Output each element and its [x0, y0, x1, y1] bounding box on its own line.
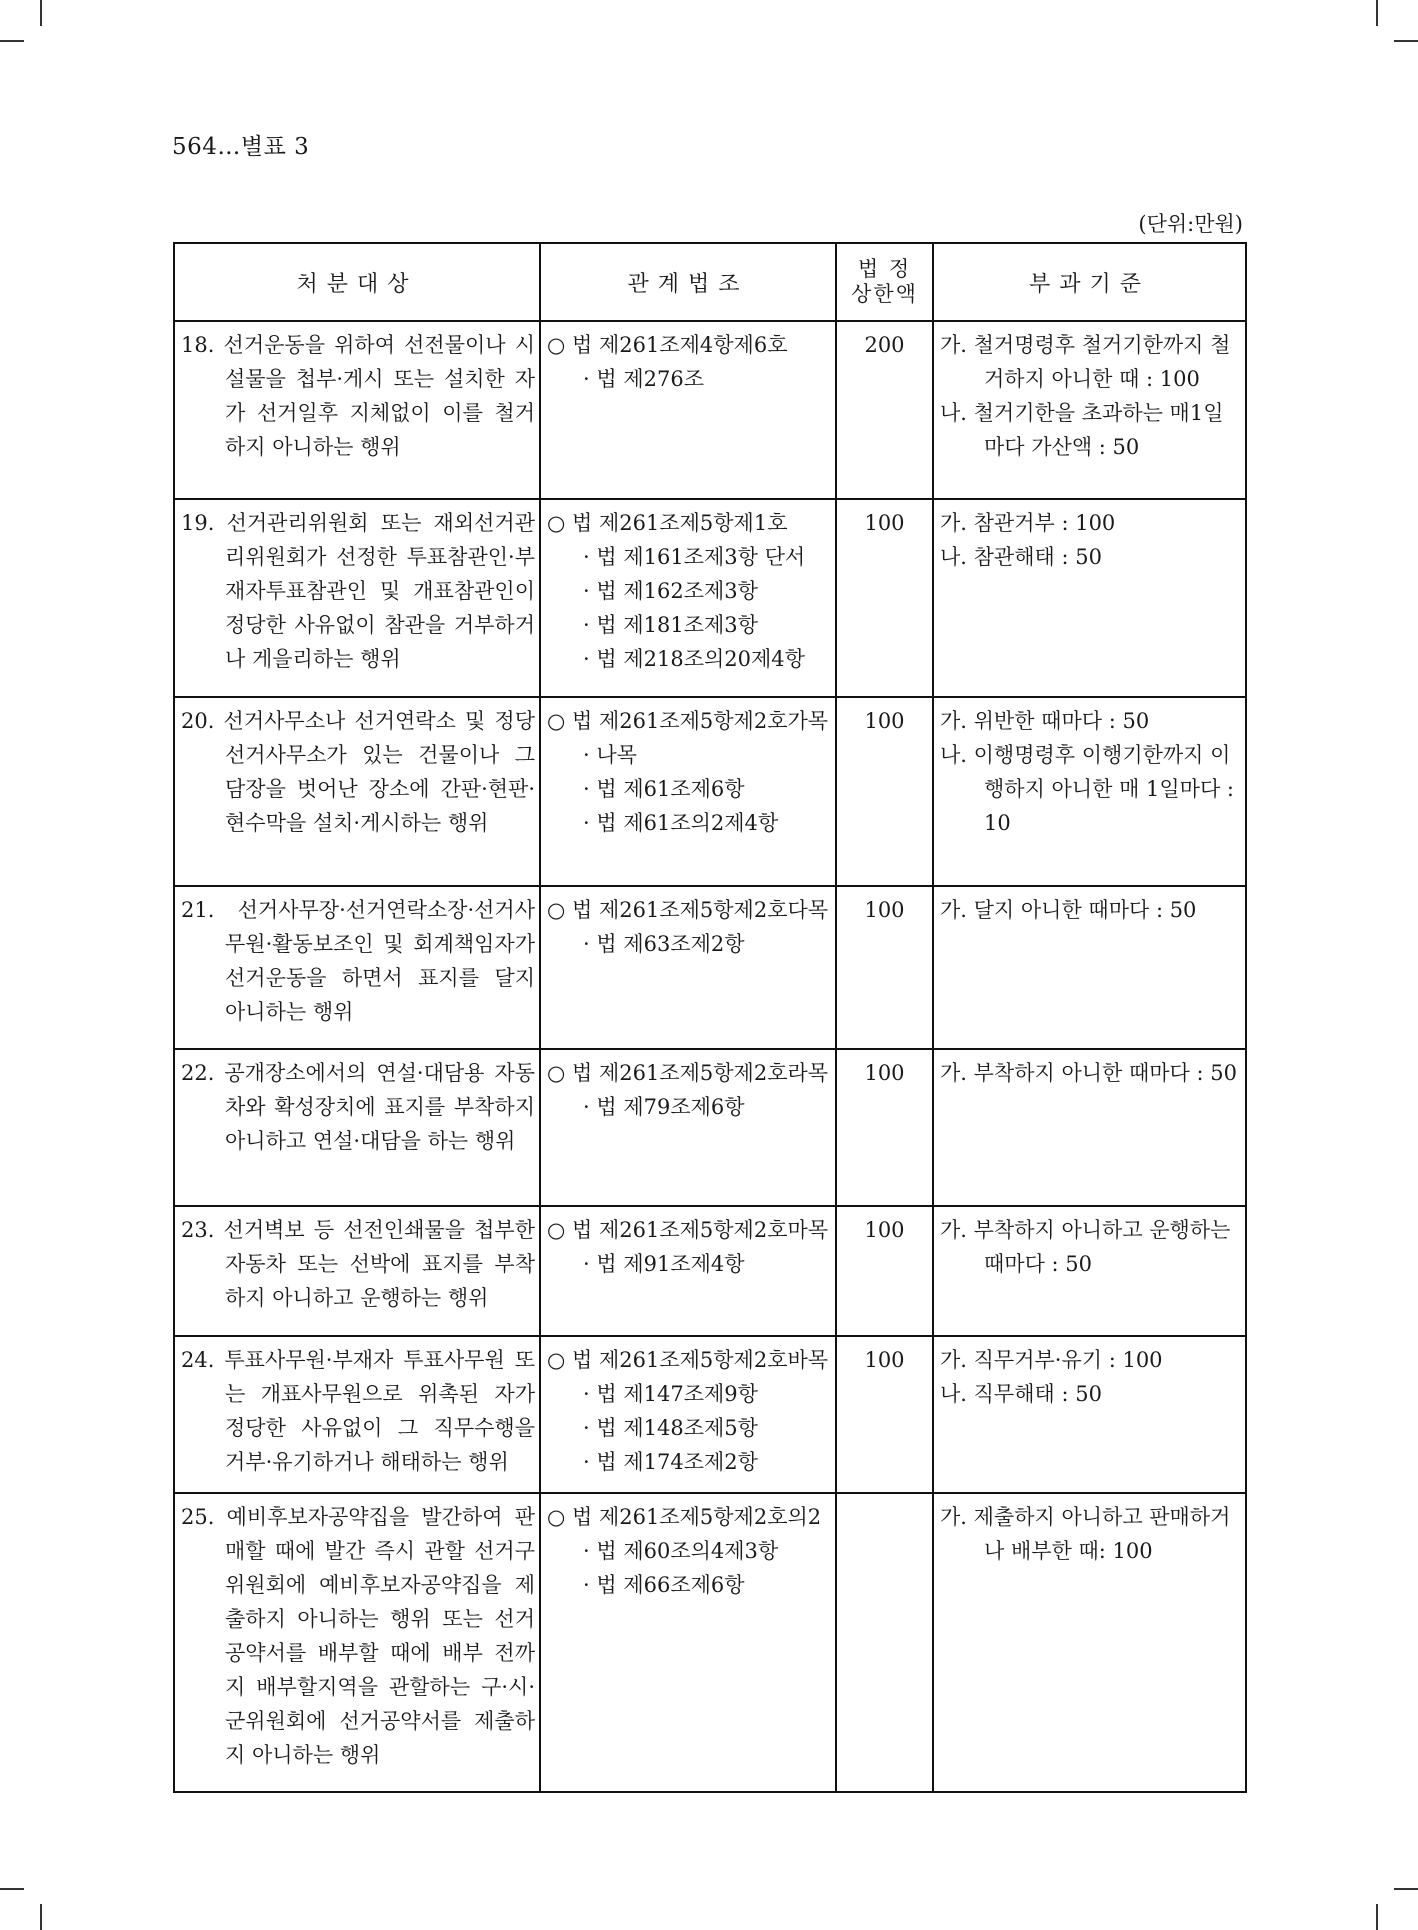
target-cell	[174, 499, 540, 697]
criteria-item: 가. 위반한 때마다 : 50	[940, 709, 1150, 733]
target-cell	[174, 321, 540, 499]
law-cell	[540, 321, 836, 499]
law-reference: · 법 제63조제2항	[547, 927, 831, 961]
law-primary: ○ 법 제261조제5항제2호바목	[547, 1343, 831, 1377]
table-row	[174, 886, 1246, 1049]
target-cell	[174, 1049, 540, 1206]
table-row	[174, 697, 1246, 886]
criteria-item: 나. 참관해태 : 50	[940, 545, 1102, 569]
target-cell	[174, 1336, 540, 1493]
criteria-cell	[933, 321, 1246, 499]
law-primary: ○ 법 제261조제5항제2호마목	[547, 1213, 831, 1247]
law-reference: · 법 제91조제4항	[547, 1247, 831, 1281]
table-row	[174, 499, 1246, 697]
target-text: 25. 예비후보자공약집을 발간하여 판매할 때에 발간 즉시 관할 선거구위원회에 예비후보자공약집을 제출하지 아니하는 행위 또는 선거공약서를 배부할 때에 배부 전까지 배부할지역을 관할하는 구·시·군위원회에 선거공약서를 제출하지 아니하는 행위	[181, 1505, 535, 1767]
law-primary: ○ 법 제261조제5항제2호라목	[547, 1056, 831, 1090]
criteria-item: 가. 제출하지 아니하고 판매하거나 배부한 때: 100	[940, 1505, 1231, 1563]
crop-mark	[1376, 1904, 1378, 1930]
law-cell	[540, 1336, 836, 1493]
table-row	[174, 1336, 1246, 1493]
law-reference: · 법 제162조제3항	[547, 574, 831, 608]
crop-mark	[40, 1904, 42, 1930]
crop-mark	[0, 1888, 24, 1890]
table-row	[174, 321, 1246, 499]
amount-header-line2: 상한액	[851, 282, 918, 306]
page-header: 564…별표 3	[172, 134, 310, 160]
law-reference: · 법 제147조제9항	[547, 1377, 831, 1411]
law-primary: ○ 법 제261조제4항제6호	[547, 328, 831, 362]
law-reference: · 나목	[547, 738, 831, 772]
target-text: 22. 공개장소에서의 연설·대담용 자동차와 확성장치에 표지를 부착하지 아니하고 연설·대담을 하는 행위	[181, 1061, 535, 1153]
table-row	[174, 1493, 1246, 1792]
amount-cell: 100	[836, 1049, 933, 1206]
amount-cell: 100	[836, 1336, 933, 1493]
crop-mark	[1376, 0, 1378, 26]
criteria-item: 가. 달지 아니한 때마다 : 50	[940, 898, 1197, 922]
law-reference: · 법 제79조제6항	[547, 1090, 831, 1124]
law-cell	[540, 886, 836, 1049]
criteria-item: 나. 직무해태 : 50	[940, 1382, 1102, 1406]
law-reference: · 법 제174조제2항	[547, 1445, 831, 1479]
criteria-item: 가. 부착하지 아니하고 운행하는 때마다 : 50	[940, 1218, 1231, 1276]
penalty-table	[173, 242, 1247, 1793]
criteria-cell	[933, 1049, 1246, 1206]
criteria-cell	[933, 1493, 1246, 1792]
law-reference: · 법 제181조제3항	[547, 608, 831, 642]
table-header-row	[174, 243, 1246, 321]
column-header-criteria: 부과기준	[933, 243, 1246, 321]
law-reference: · 법 제61조의2제4항	[547, 806, 831, 840]
amount-cell: 200	[836, 321, 933, 499]
law-primary: ○ 법 제261조제5항제2호가목	[547, 704, 831, 738]
target-text: 20. 선거사무소나 선거연락소 및 정당선거사무소가 있는 건물이나 그 담장을 벗어난 장소에 간판·현판·현수막을 설치·게시하는 행위	[181, 709, 535, 835]
law-primary: ○ 법 제261조제5항제1호	[547, 506, 831, 540]
target-cell	[174, 1206, 540, 1336]
crop-mark	[1394, 40, 1418, 42]
criteria-item: 가. 철거명령후 철거기한까지 철거하지 아니한 때 : 100	[940, 333, 1231, 391]
criteria-cell	[933, 697, 1246, 886]
law-cell	[540, 1206, 836, 1336]
law-reference: · 법 제218조의20제4항	[547, 642, 831, 676]
target-text: 23. 선거벽보 등 선전인쇄물을 첩부한 자동차 또는 선박에 표지를 부착하지 아니하고 운행하는 행위	[181, 1218, 535, 1310]
column-header-amount	[836, 243, 933, 321]
law-cell	[540, 697, 836, 886]
criteria-item: 가. 직무거부·유기 : 100	[940, 1348, 1163, 1372]
amount-cell: 100	[836, 697, 933, 886]
target-cell	[174, 697, 540, 886]
column-header-law: 관계법조	[540, 243, 836, 321]
law-reference: · 법 제148조제5항	[547, 1411, 831, 1445]
law-primary: ○ 법 제261조제5항제2호의2	[547, 1500, 831, 1534]
criteria-cell	[933, 499, 1246, 697]
law-cell	[540, 499, 836, 697]
amount-cell	[836, 1493, 933, 1792]
law-reference: · 법 제66조제6항	[547, 1568, 831, 1602]
table-row	[174, 1049, 1246, 1206]
law-primary: ○ 법 제261조제5항제2호다목	[547, 893, 831, 927]
law-cell	[540, 1049, 836, 1206]
criteria-item: 가. 참관거부 : 100	[940, 511, 1116, 535]
target-text: 18. 선거운동을 위하여 선전물이나 시설물을 첩부·게시 또는 설치한 자가 선거일후 지체없이 이를 철거하지 아니하는 행위	[181, 333, 535, 459]
amount-cell: 100	[836, 886, 933, 1049]
criteria-item: 나. 철거기한을 초과하는 매1일마다 가산액 : 50	[940, 401, 1224, 459]
law-cell	[540, 1493, 836, 1792]
amount-cell: 100	[836, 499, 933, 697]
unit-note: (단위:만원)	[1138, 212, 1243, 236]
criteria-item: 나. 이행명령후 이행기한까지 이행하지 아니한 매 1일마다 : 10	[940, 743, 1234, 835]
crop-mark	[40, 0, 42, 26]
criteria-item: 가. 부착하지 아니한 때마다 : 50	[940, 1061, 1237, 1085]
table-row	[174, 1206, 1246, 1336]
column-header-target: 처분대상	[174, 243, 540, 321]
target-text: 21. 선거사무장·선거연락소장·선거사무원·활동보조인 및 회계책임자가 선거운동을 하면서 표지를 달지 아니하는 행위	[181, 898, 535, 1024]
law-reference: · 법 제276조	[547, 362, 831, 396]
criteria-cell	[933, 1206, 1246, 1336]
law-reference: · 법 제60조의4제3항	[547, 1534, 831, 1568]
criteria-cell	[933, 886, 1246, 1049]
target-cell	[174, 1493, 540, 1792]
crop-mark	[0, 40, 24, 42]
law-reference: · 법 제61조제6항	[547, 772, 831, 806]
crop-mark	[1394, 1888, 1418, 1890]
amount-header-line1: 법 정	[857, 257, 912, 281]
criteria-cell	[933, 1336, 1246, 1493]
target-cell	[174, 886, 540, 1049]
law-reference: · 법 제161조제3항 단서	[547, 540, 831, 574]
amount-cell: 100	[836, 1206, 933, 1336]
target-text: 24. 투표사무원·부재자 투표사무원 또는 개표사무원으로 위촉된 자가 정당한 사유없이 그 직무수행을 거부·유기하거나 해태하는 행위	[181, 1348, 535, 1474]
target-text: 19. 선거관리위원회 또는 재외선거관리위원회가 선정한 투표참관인·부재자투표참관인 및 개표참관인이 정당한 사유없이 참관을 거부하거나 게을리하는 행위	[181, 511, 535, 671]
